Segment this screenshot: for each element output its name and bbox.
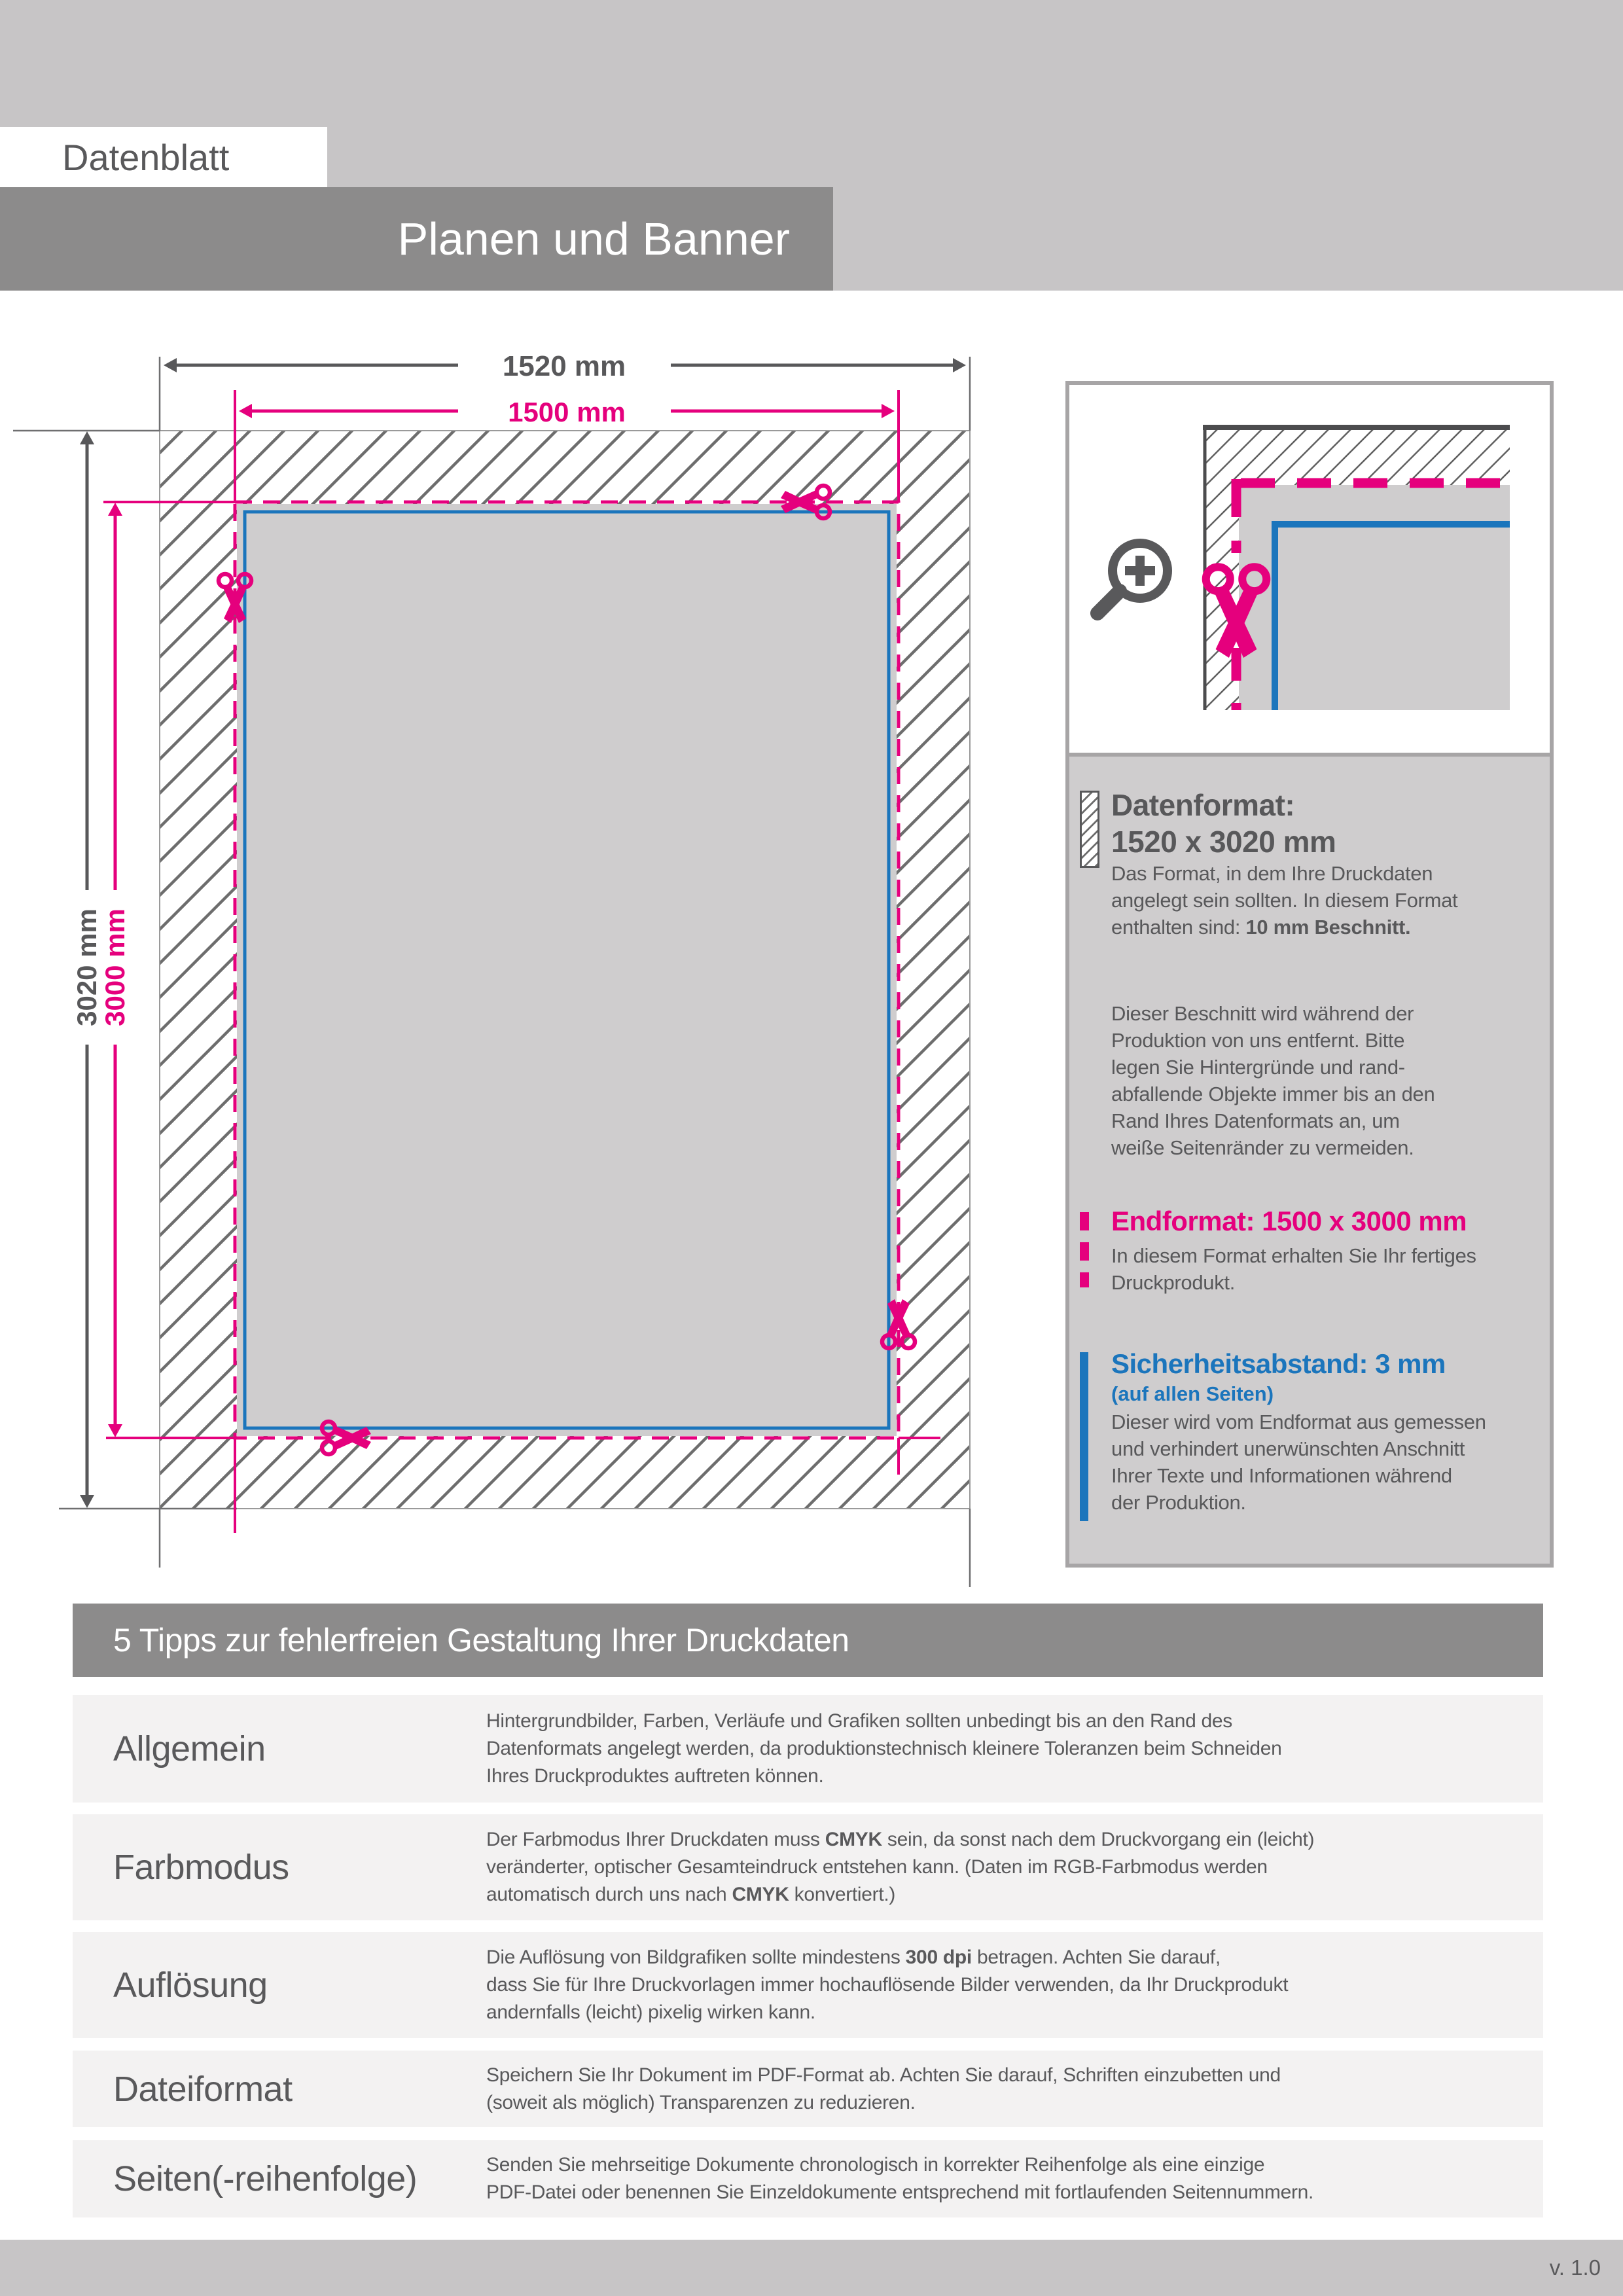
dim-width-inner (239, 397, 895, 427)
zoom-plus-icon (1097, 543, 1168, 613)
tip-row-aufloesung (73, 1932, 1543, 2038)
datenformat-body: Das Format, in dem Ihre Druckdaten angelegt sein sollten. In diesem Format enthalten sind: 10 mm Beschnitt. (1111, 862, 1458, 939)
info-column (1065, 381, 1554, 1568)
doc-label: Datenblatt (62, 136, 230, 178)
tip-row-dateiformat (73, 2051, 1543, 2127)
sicherheitsabstand-block (1111, 1348, 1541, 1516)
footer-band (0, 2240, 1623, 2296)
tip-text: Hintergrundbilder, Farben, Verläufe und Grafiken sollten unbedingt bis an den Rand des Datenformats angelegt werden, da produktionstechnisch kleinere Toleranzen beim Schneiden Ihres Druckproduktes auftreten können. (486, 1710, 1282, 1787)
tip-text: Die Auflösung von Bildgrafiken sollte mindestens 300 dpi betragen. Achten Sie darauf, dass Sie für Ihre Druckvorlagen immer hochauflösende Bilder verwenden, da Ihr Druckprodukt andernfalls (leicht) pixelig wirken kann. (486, 1946, 1289, 2023)
svg-text:3020 mm: 3020 mm (71, 908, 102, 1026)
tip-row-farbmodus (73, 1814, 1543, 1920)
datenformat-size: 1520 x 3020 mm (1111, 825, 1336, 859)
dim-height-inner (99, 503, 130, 1437)
sicherheitsabstand-heading: Sicherheitsabstand: 3 mm (1111, 1348, 1446, 1379)
tip-row-allgemein (73, 1695, 1543, 1803)
tips-header-bar (73, 1604, 1543, 1677)
tips-heading: 5 Tipps zur fehlerfreien Gestaltung Ihrer Druckdaten (113, 1622, 849, 1659)
tip-label: Allgemein (113, 1729, 266, 1768)
tip-row-seitenreihenfolge (73, 2140, 1543, 2217)
dim-height-outer (71, 431, 102, 1508)
datenformat-heading: Datenformat: (1111, 788, 1295, 822)
endformat-body: In diesem Format erhalten Sie Ihr fertiges Druckprodukt. (1111, 1244, 1476, 1294)
corner-detail (1203, 425, 1510, 710)
tip-label: Dateiformat (113, 2069, 293, 2109)
format-diagram (0, 327, 1047, 1610)
svg-text:1500 mm: 1500 mm (508, 397, 626, 427)
corner-zoom-illustration (1069, 385, 1550, 749)
dim-width-outer (164, 350, 966, 382)
tip-label: Auflösung (113, 1965, 268, 2005)
version-label: v. 1.0 (1549, 2255, 1601, 2280)
product-title: Planen und Banner (397, 213, 790, 264)
tip-label: Seiten(-reihenfolge) (113, 2159, 418, 2198)
svg-text:1520 mm: 1520 mm (502, 350, 626, 382)
product-title-bar (0, 187, 833, 291)
sicherheitsabstand-subheading: (auf allen Seiten) (1111, 1382, 1274, 1405)
tip-label: Farbmodus (113, 1848, 289, 1887)
tip-text: Speichern Sie Ihr Dokument im PDF-Format ab. Achten Sie darauf, Schriften einzubetten und (soweit als möglich) Transparenzen zu reduzieren. (486, 2064, 1281, 2113)
doc-label-box (0, 127, 327, 187)
safety-bar-icon (1080, 1352, 1088, 1521)
sicherheitsabstand-body: Dieser wird vom Endformat aus gemessen und verhindert unerwünschten Anschnitt Ihrer Texte und Informationen während der Produktion. (1111, 1410, 1486, 1514)
format-info-panel (1069, 753, 1550, 1564)
tip-text: Der Farbmodus Ihrer Druckdaten muss CMYK sein, da sonst nach dem Druckvorgang ein (leicht) veränderter, optischer Gesamteindruck entstehen kann. (Daten im RGB-Farbmodus werden automatisch durch uns nach CMYK konvertiert.) (486, 1829, 1315, 1905)
svg-text:3000 mm: 3000 mm (99, 908, 130, 1026)
endformat-dash-icon (1080, 1212, 1089, 1287)
endformat-block (1111, 1206, 1541, 1296)
endformat-fill (237, 504, 897, 1436)
datenformat-block (1111, 787, 1541, 941)
tip-text: Senden Sie mehrseitige Dokumente chronologisch in korrekter Reihenfolge als eine einzige PDF-Datei oder benennen Sie Einzeldokumente entsprechend mit fortlaufenden Seitennummern. (486, 2154, 1314, 2203)
datenformat-note: Dieser Beschnitt wird während der Produktion von uns entfernt. Bitte legen Sie Hintergründe und rand- abfallende Objekte immer bis an den Rand Ihres Datenformats an, um weiße Seitenränder zu vermeiden. (1111, 1002, 1435, 1159)
bleed-hatch-icon (1080, 791, 1099, 868)
endformat-heading: Endformat: 1500 x 3000 mm (1111, 1206, 1467, 1236)
